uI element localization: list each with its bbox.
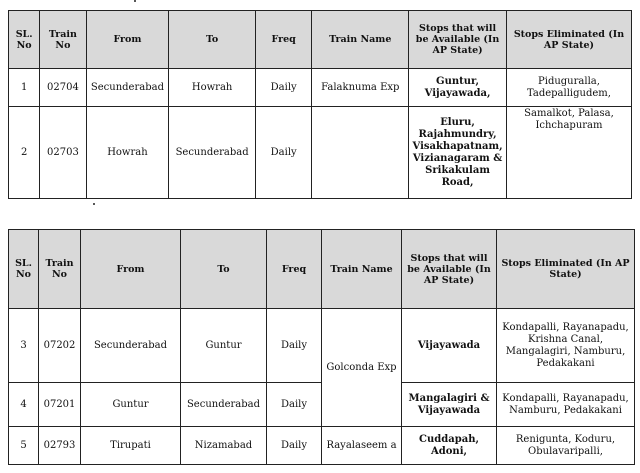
header-sl-no: SL. No xyxy=(9,11,40,69)
cell-train-name: Falaknuma Exp xyxy=(312,69,409,107)
cell-sl: 4 xyxy=(9,383,39,427)
cell-sl: 5 xyxy=(9,427,39,465)
cell-freq: Daily xyxy=(267,427,322,465)
cell-stops-eliminated: Samalkot, Palasa, Ichchapuram xyxy=(506,107,631,199)
table-row xyxy=(9,69,632,107)
cell-to: Nizamabad xyxy=(181,427,267,465)
cell-train-no: 07202 xyxy=(39,309,81,383)
cell-from: Tirupati xyxy=(81,427,181,465)
cell-train-no: 07201 xyxy=(39,383,81,427)
header-freq: Freq xyxy=(267,230,322,309)
header-to: To xyxy=(169,11,256,69)
header-train-no: Train No xyxy=(40,11,86,69)
cell-to: Guntur xyxy=(181,309,267,383)
cell-train-name: Golconda Exp xyxy=(322,309,402,427)
cell-freq: Daily xyxy=(267,383,322,427)
header-train-name: Train Name xyxy=(312,11,409,69)
cell-stops-available: Cuddapah, Adoni, xyxy=(402,427,497,465)
header-stops-eliminated: Stops Eliminated (In AP State) xyxy=(497,230,635,309)
stray-mark xyxy=(134,0,136,2)
cell-from: Howrah xyxy=(86,107,169,199)
cell-stops-available: Mangalagiri & Vijayawada xyxy=(402,383,497,427)
cell-stops-available: Guntur, Vijayawada, xyxy=(409,69,507,107)
cell-to: Howrah xyxy=(169,69,256,107)
cell-to: Secunderabad xyxy=(181,383,267,427)
header-stops-eliminated: Stops Eliminated (In AP State) xyxy=(506,11,631,69)
cell-stops-eliminated: Renigunta, Koduru, Obulavaripalli, xyxy=(497,427,635,465)
cell-train-no: 02704 xyxy=(40,69,86,107)
header-freq: Freq xyxy=(255,11,311,69)
table-row xyxy=(9,427,635,465)
table-row xyxy=(9,107,632,199)
train-table-2 xyxy=(8,229,635,465)
cell-train-name xyxy=(312,107,409,199)
header-train-name: Train Name xyxy=(322,230,402,309)
cell-from: Secunderabad xyxy=(81,309,181,383)
stray-mark xyxy=(93,203,95,205)
cell-train-no: 02793 xyxy=(39,427,81,465)
cell-stops-eliminated: Piduguralla, Tadepalligudem, xyxy=(506,69,631,107)
cell-sl: 1 xyxy=(9,69,40,107)
header-stops-available: Stops that will be Available (In AP State) xyxy=(409,11,507,69)
cell-freq: Daily xyxy=(255,107,311,199)
cell-stops-eliminated: Kondapalli, Rayanapadu, Krishna Canal, Mangalagiri, Namburu, Pedakakani xyxy=(497,309,635,383)
header-from: From xyxy=(81,230,181,309)
cell-stops-available: Eluru, Rajahmundry, Visakhapatnam, Vizianagaram & Srikakulam Road, xyxy=(409,107,507,199)
cell-train-name: Rayalaseem a xyxy=(322,427,402,465)
cell-from: Secunderabad xyxy=(86,69,169,107)
cell-train-no: 02703 xyxy=(40,107,86,199)
cell-to: Secunderabad xyxy=(169,107,256,199)
header-sl-no: SL. No xyxy=(9,230,39,309)
cell-freq: Daily xyxy=(267,309,322,383)
cell-from: Guntur xyxy=(81,383,181,427)
table-header-row xyxy=(9,11,632,69)
cell-sl: 3 xyxy=(9,309,39,383)
cell-sl: 2 xyxy=(9,107,40,199)
header-to: To xyxy=(181,230,267,309)
cell-freq: Daily xyxy=(255,69,311,107)
header-stops-available: Stops that will be Available (In AP State) xyxy=(402,230,497,309)
train-table-1 xyxy=(8,10,632,199)
header-from: From xyxy=(86,11,169,69)
cell-stops-eliminated: Kondapalli, Rayanapadu, Namburu, Pedakakani xyxy=(497,383,635,427)
table-header-row xyxy=(9,230,635,309)
header-train-no: Train No xyxy=(39,230,81,309)
table-row xyxy=(9,309,635,383)
cell-stops-available: Vijayawada xyxy=(402,309,497,383)
